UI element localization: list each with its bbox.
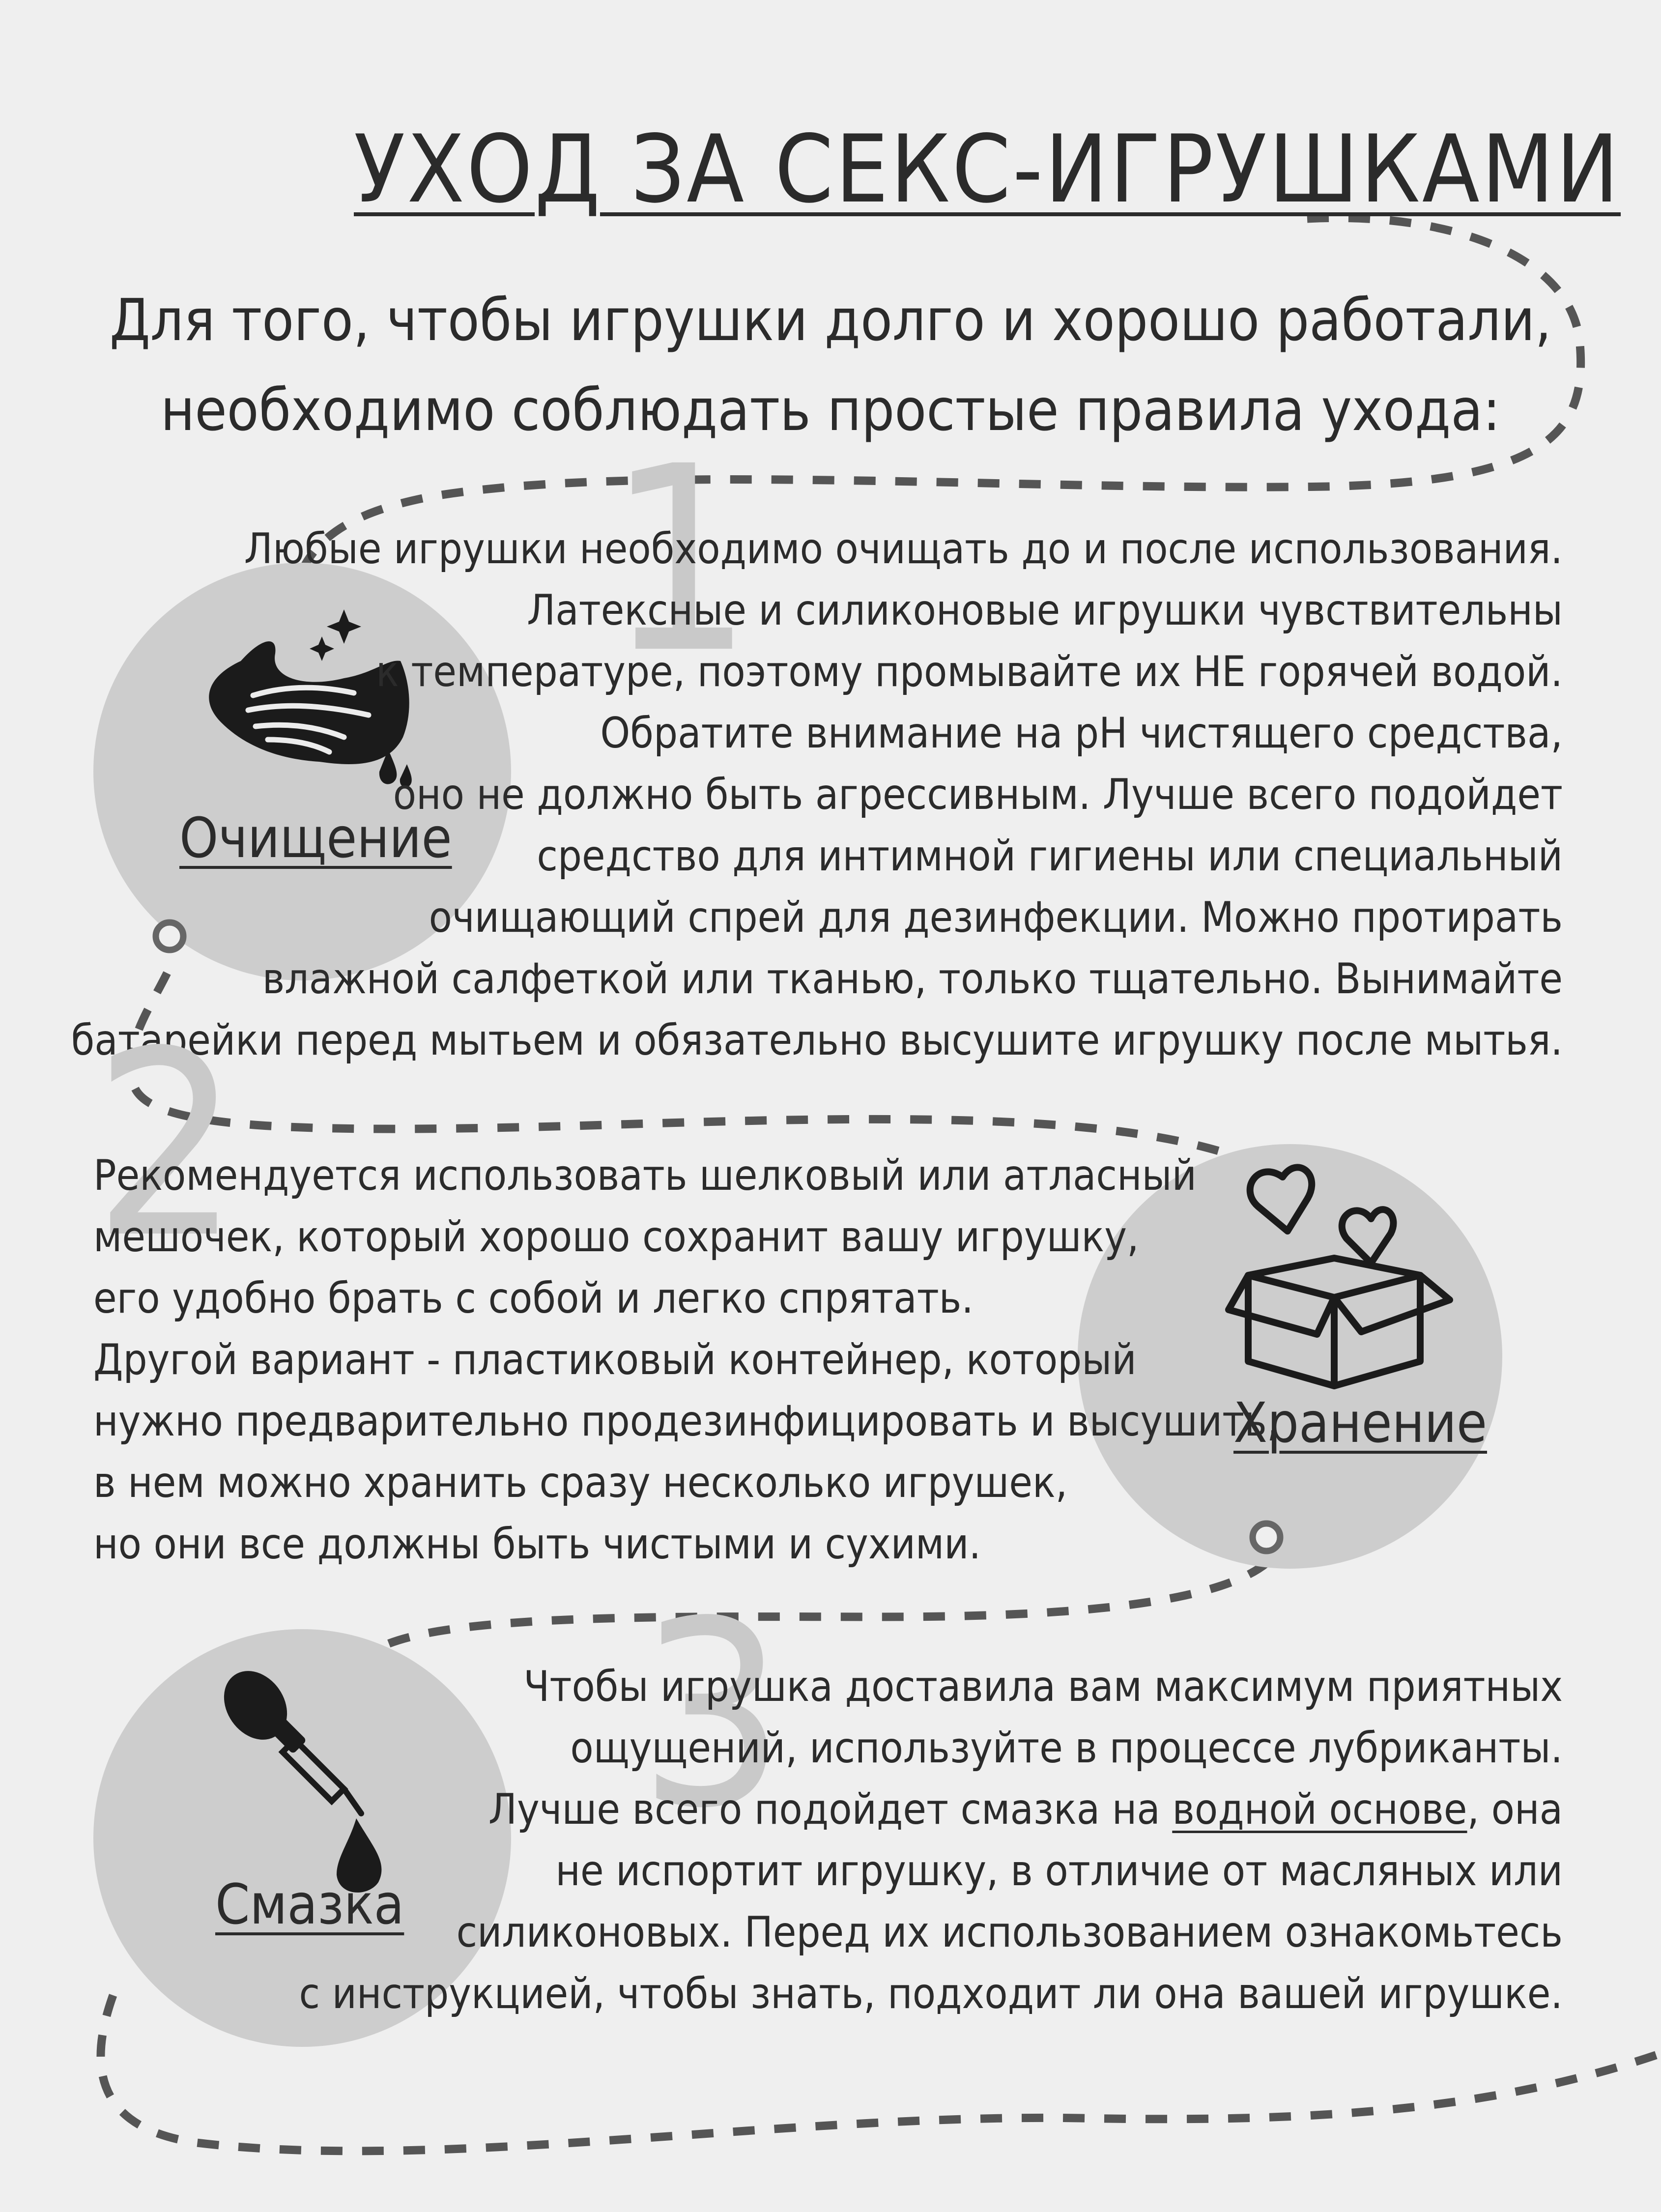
text-line: с инструкцией, чтобы знать, подходит ли она вашей игрушке.	[299, 1969, 1563, 2018]
intro-text	[0, 275, 1661, 455]
section-text-cleaning	[71, 518, 1563, 1071]
text-span: Лучше всего подойдет смазка на	[488, 1785, 1173, 1834]
section-label-cleaning: Очищение	[179, 806, 452, 870]
section-text-lube	[299, 1656, 1563, 2025]
text-line: Латексные и силиконовые игрушки чувствительны	[527, 586, 1563, 635]
section-number-2: 2	[93, 996, 240, 1294]
text-line: средство для интимной гигиены или специальный	[537, 832, 1563, 881]
text-span: , она	[1467, 1785, 1563, 1834]
text-line: ощущений, используйте в процессе лубриканты.	[570, 1724, 1563, 1773]
text-line: мешочек, который хорошо сохранит вашу игрушку,	[93, 1212, 1139, 1262]
text-line: Рекомендуется использовать шелковый или атласный	[93, 1151, 1197, 1200]
text-line: в нем можно хранить сразу несколько игрушек,	[93, 1458, 1068, 1507]
text-line: не испортит игрушку, в отличие от масляных или	[555, 1846, 1563, 1896]
section-number-1: 1	[607, 411, 753, 709]
text-line: силиконовых. Перед их использованием ознакомьтесь	[456, 1908, 1563, 1957]
text-line: но они все должны быть чистыми и сухими.	[93, 1520, 981, 1569]
section-number-3: 3	[639, 1566, 785, 1864]
water-based-emphasis: водной основе	[1172, 1785, 1467, 1834]
text-line: оно не должно быть агрессивным. Лучше всего подойдет	[393, 770, 1563, 819]
text-line-mixed	[299, 1779, 1563, 1840]
text-line: нужно предварительно продезинфицировать и высушить,	[93, 1397, 1279, 1446]
text-line: к температуре, поэтому промывайте их НЕ горячей водой.	[376, 647, 1563, 696]
text-line: батарейки перед мытьем и обязательно высушите игрушку после мытья.	[71, 1016, 1563, 1065]
intro-line: необходимо соблюдать простые правила ухода:	[160, 376, 1501, 444]
intro-line: Для того, чтобы игрушки долго и хорошо работали,	[109, 286, 1552, 354]
text-line: его удобно брать с собой и легко спрятать.	[93, 1274, 974, 1323]
text-line: Обратите внимание на pH чистящего средства,	[600, 709, 1563, 758]
section-text-storage	[93, 1145, 1279, 1575]
text-line: Любые игрушки необходимо очищать до и после использования.	[244, 524, 1563, 574]
section-label-lube: Смазка	[215, 1873, 404, 1937]
text-line: влажной салфеткой или тканью, только тщательно. Вынимайте	[262, 954, 1563, 1004]
text-line: очищающий спрей для дезинфекции. Можно протирать	[429, 893, 1563, 942]
text-line: Другой вариант - пластиковый контейнер, который	[93, 1335, 1137, 1384]
page-title: УХОД ЗА СЕКС-ИГРУШКАМИ	[354, 115, 1621, 224]
text-line: Чтобы игрушка доставила вам максимум приятных	[523, 1662, 1563, 1711]
section-label-storage: Хранение	[1233, 1391, 1488, 1455]
